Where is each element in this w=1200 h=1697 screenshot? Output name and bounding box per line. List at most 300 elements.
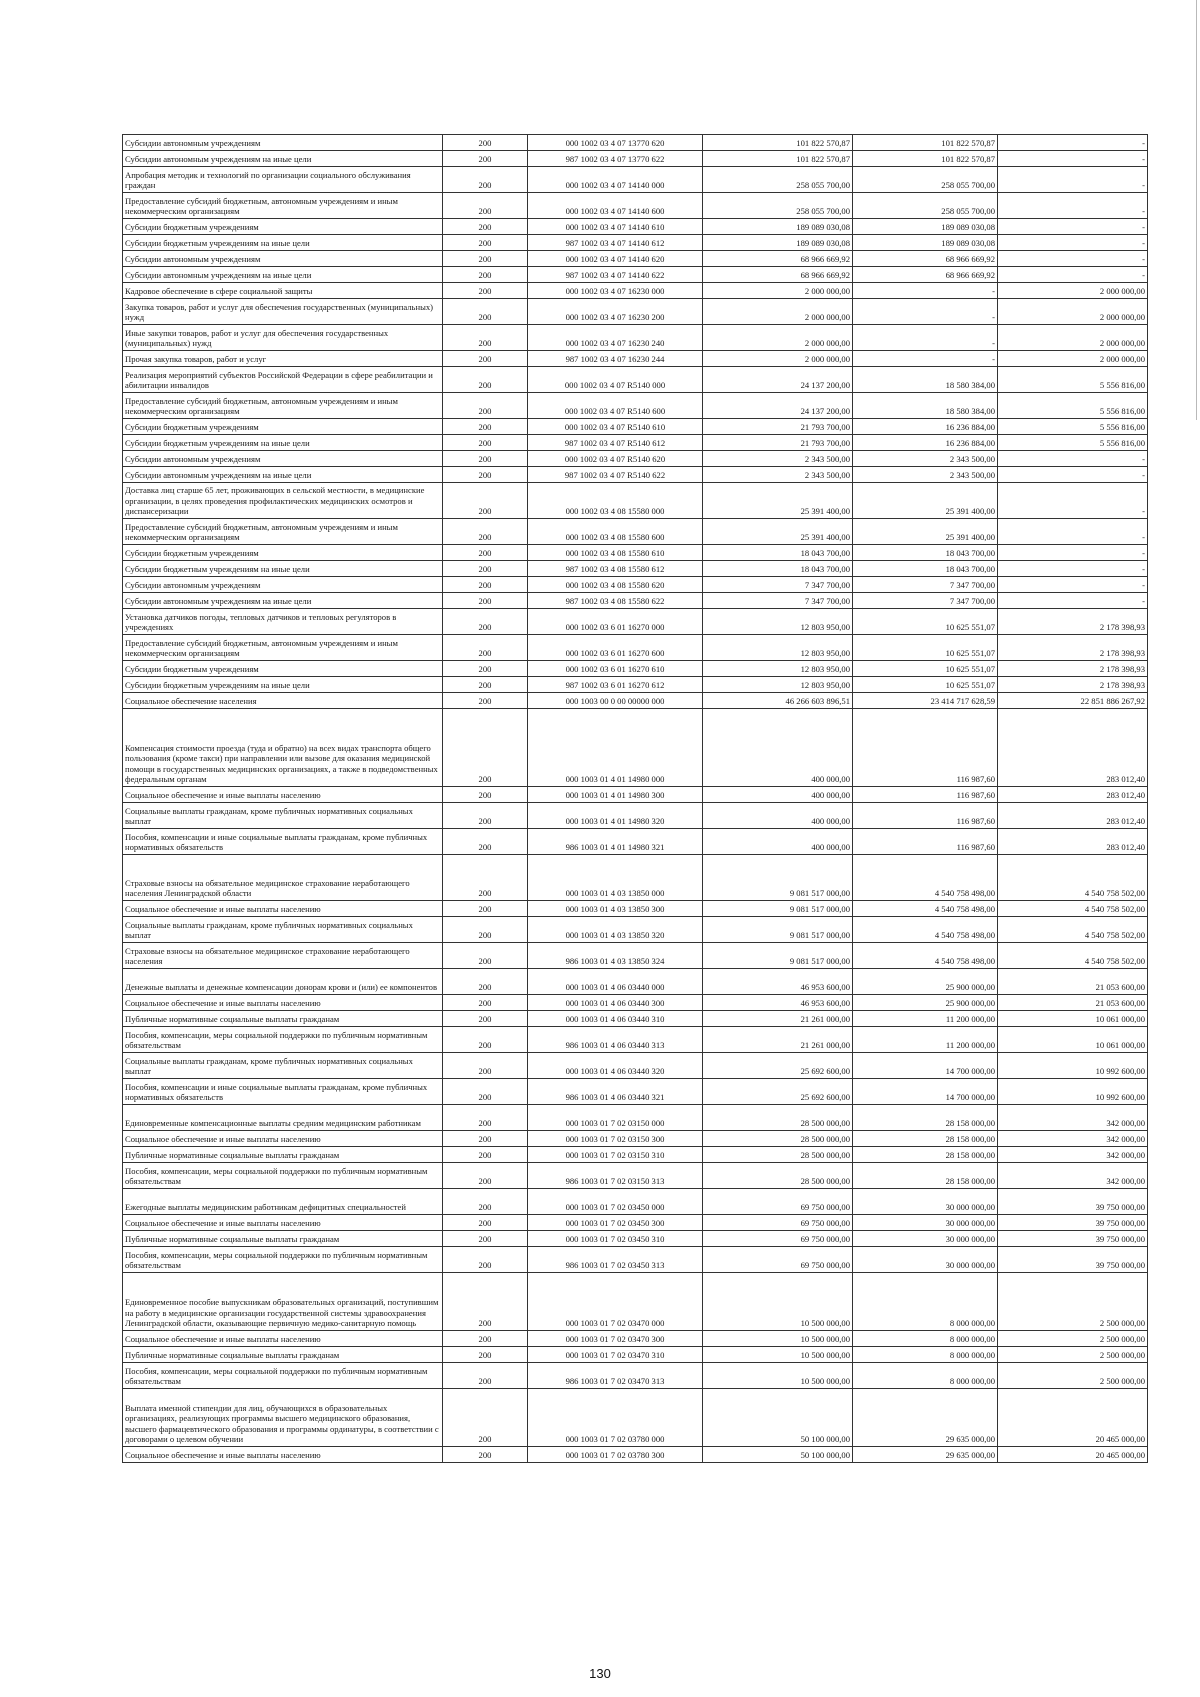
row-budget-code-cell: 000 1002 03 4 07 14140 600 [528,193,703,219]
table-row [123,545,1148,561]
row-executed-amount-cell: 8 000 000,00 [853,1347,998,1363]
row-line-code-cell: 200 [443,151,528,167]
row-line-code-cell: 200 [443,299,528,325]
row-approved-amount-cell: 101 822 570,87 [703,151,853,167]
row-budget-code-cell: 000 1003 01 7 02 03150 300 [528,1131,703,1147]
row-approved-amount-cell: 2 000 000,00 [703,299,853,325]
row-budget-code-cell: 000 1002 03 6 01 16270 610 [528,661,703,677]
row-budget-code-cell: 000 1002 03 4 07 14140 610 [528,219,703,235]
page-number: 130 [589,1666,611,1681]
row-approved-amount-cell: 9 081 517 000,00 [703,917,853,943]
row-executed-amount-cell: 30 000 000,00 [853,1231,998,1247]
row-line-code-cell: 200 [443,451,528,467]
row-line-code-cell: 200 [443,193,528,219]
row-name-cell: Публичные нормативные социальные выплаты гражданам [123,1347,443,1363]
row-executed-amount-cell: 29 635 000,00 [853,1447,998,1463]
table-row [123,635,1148,661]
table-row [123,519,1148,545]
row-approved-amount-cell: 25 692 600,00 [703,1079,853,1105]
row-line-code-cell: 200 [443,467,528,483]
row-budget-code-cell: 000 1002 03 4 07 R5140 600 [528,393,703,419]
table-row [123,1163,1148,1189]
table-row [123,351,1148,367]
table-row [123,1215,1148,1231]
table-row [123,267,1148,283]
row-executed-amount-cell: 16 236 884,00 [853,419,998,435]
table-row [123,1389,1148,1447]
table-row [123,467,1148,483]
row-approved-amount-cell: 28 500 000,00 [703,1163,853,1189]
row-budget-code-cell: 000 1003 01 4 06 03440 310 [528,1011,703,1027]
row-approved-amount-cell: 2 000 000,00 [703,325,853,351]
row-unexecuted-amount-cell: - [998,467,1148,483]
row-line-code-cell: 200 [443,1079,528,1105]
row-line-code-cell: 200 [443,283,528,299]
row-name-cell: Единовременное пособие выпускникам образовательных организаций, поступившим на работу в медицинские организации государственной системы здравоохранения Ленинградской области, оказывающие первичную медико-санитарную помощь [123,1273,443,1331]
row-executed-amount-cell: - [853,351,998,367]
row-unexecuted-amount-cell: 283 012,40 [998,803,1148,829]
row-unexecuted-amount-cell: 2 500 000,00 [998,1273,1148,1331]
row-unexecuted-amount-cell: 2 000 000,00 [998,299,1148,325]
row-line-code-cell: 200 [443,635,528,661]
row-line-code-cell: 200 [443,483,528,519]
row-approved-amount-cell: 2 000 000,00 [703,351,853,367]
row-executed-amount-cell: 10 625 551,07 [853,609,998,635]
row-name-cell: Пособия, компенсации, меры социальной поддержки по публичным нормативным обязательствам [123,1163,443,1189]
row-executed-amount-cell: 23 414 717 628,59 [853,693,998,709]
row-line-code-cell: 200 [443,1011,528,1027]
row-line-code-cell: 200 [443,661,528,677]
table-row [123,1105,1148,1131]
row-unexecuted-amount-cell: 342 000,00 [998,1131,1148,1147]
table-row [123,829,1148,855]
table-row [123,709,1148,787]
row-name-cell: Социальное обеспечение населения [123,693,443,709]
row-executed-amount-cell: 14 700 000,00 [853,1079,998,1105]
row-executed-amount-cell: 2 343 500,00 [853,467,998,483]
row-approved-amount-cell: 258 055 700,00 [703,193,853,219]
row-name-cell: Субсидии бюджетным учреждениям на иные цели [123,435,443,451]
row-name-cell: Субсидии автономным учреждениям на иные цели [123,151,443,167]
row-name-cell: Предоставление субсидий бюджетным, автономным учреждениям и иным некоммерческим организациям [123,635,443,661]
row-name-cell: Пособия, компенсации и иные социальные выплаты гражданам, кроме публичных нормативных обязательств [123,1079,443,1105]
row-name-cell: Доставка лиц старше 65 лет, проживающих в сельской местности, в медицинские организации, в целях проведения профилактических медицинских осмотров и диспансеризации [123,483,443,519]
row-line-code-cell: 200 [443,1347,528,1363]
row-executed-amount-cell: 30 000 000,00 [853,1247,998,1273]
row-name-cell: Субсидии автономным учреждениям [123,451,443,467]
row-unexecuted-amount-cell: 4 540 758 502,00 [998,917,1148,943]
row-name-cell: Пособия, компенсации, меры социальной поддержки по публичным нормативным обязательствам [123,1363,443,1389]
row-budget-code-cell: 986 1003 01 4 01 14980 321 [528,829,703,855]
row-line-code-cell: 200 [443,251,528,267]
row-approved-amount-cell: 18 043 700,00 [703,561,853,577]
row-line-code-cell: 200 [443,803,528,829]
row-unexecuted-amount-cell: 342 000,00 [998,1147,1148,1163]
row-executed-amount-cell: 101 822 570,87 [853,135,998,151]
row-executed-amount-cell: 25 900 000,00 [853,969,998,995]
row-unexecuted-amount-cell: 5 556 816,00 [998,367,1148,393]
row-unexecuted-amount-cell: 5 556 816,00 [998,419,1148,435]
row-executed-amount-cell: 116 987,60 [853,787,998,803]
row-unexecuted-amount-cell: - [998,519,1148,545]
row-line-code-cell: 200 [443,1027,528,1053]
row-name-cell: Предоставление субсидий бюджетным, автономным учреждениям и иным некоммерческим организациям [123,393,443,419]
row-name-cell: Социальное обеспечение и иные выплаты населению [123,1215,443,1231]
table-row [123,787,1148,803]
row-budget-code-cell: 987 1002 03 4 07 13770 622 [528,151,703,167]
table-row [123,943,1148,969]
row-line-code-cell: 200 [443,1105,528,1131]
table-row [123,577,1148,593]
table-row [123,1273,1148,1331]
row-line-code-cell: 200 [443,1147,528,1163]
row-executed-amount-cell: 4 540 758 498,00 [853,855,998,901]
scan-edge-mark [1196,0,1197,420]
row-line-code-cell: 200 [443,219,528,235]
row-budget-code-cell: 986 1003 01 7 02 03150 313 [528,1163,703,1189]
row-line-code-cell: 200 [443,1163,528,1189]
row-executed-amount-cell: 2 343 500,00 [853,451,998,467]
row-name-cell: Субсидии автономным учреждениям на иные цели [123,593,443,609]
row-executed-amount-cell: 25 391 400,00 [853,519,998,545]
row-budget-code-cell: 000 1003 01 7 02 03450 300 [528,1215,703,1231]
row-budget-code-cell: 000 1003 01 7 02 03470 300 [528,1331,703,1347]
row-unexecuted-amount-cell: - [998,593,1148,609]
row-executed-amount-cell: 116 987,60 [853,829,998,855]
row-line-code-cell: 200 [443,135,528,151]
table-row [123,1131,1148,1147]
row-line-code-cell: 200 [443,1247,528,1273]
row-approved-amount-cell: 7 347 700,00 [703,593,853,609]
row-unexecuted-amount-cell: 2 000 000,00 [998,351,1148,367]
row-name-cell: Реализация мероприятий субъектов Российской Федерации в сфере реабилитации и абилитации инвалидов [123,367,443,393]
row-line-code-cell: 200 [443,561,528,577]
row-unexecuted-amount-cell: 2 178 398,93 [998,609,1148,635]
table-row [123,135,1148,151]
table-row [123,1447,1148,1463]
row-budget-code-cell: 000 1002 03 4 07 R5140 000 [528,367,703,393]
row-line-code-cell: 200 [443,593,528,609]
row-line-code-cell: 200 [443,325,528,351]
table-row [123,151,1148,167]
row-approved-amount-cell: 7 347 700,00 [703,577,853,593]
row-budget-code-cell: 987 1002 03 4 08 15580 622 [528,593,703,609]
row-executed-amount-cell: 10 625 551,07 [853,661,998,677]
row-name-cell: Иные закупки товаров, работ и услуг для обеспечения государственных (муниципальных) нужд [123,325,443,351]
row-budget-code-cell: 986 1003 01 4 06 03440 321 [528,1079,703,1105]
row-budget-code-cell: 986 1003 01 4 06 03440 313 [528,1027,703,1053]
row-executed-amount-cell: 10 625 551,07 [853,635,998,661]
row-unexecuted-amount-cell: 342 000,00 [998,1163,1148,1189]
budget-execution-table [122,134,1148,1463]
table-row [123,803,1148,829]
row-line-code-cell: 200 [443,167,528,193]
row-executed-amount-cell: 8 000 000,00 [853,1363,998,1389]
row-budget-code-cell: 000 1002 03 4 07 14140 000 [528,167,703,193]
row-budget-code-cell: 000 1003 01 7 02 03450 000 [528,1189,703,1215]
table-row [123,1053,1148,1079]
row-unexecuted-amount-cell: - [998,151,1148,167]
row-executed-amount-cell: - [853,325,998,351]
row-line-code-cell: 200 [443,267,528,283]
table-row [123,901,1148,917]
row-unexecuted-amount-cell: 5 556 816,00 [998,393,1148,419]
row-name-cell: Социальные выплаты гражданам, кроме публичных нормативных социальных выплат [123,917,443,943]
row-budget-code-cell: 000 1003 01 7 02 03470 310 [528,1347,703,1363]
row-unexecuted-amount-cell: 39 750 000,00 [998,1215,1148,1231]
row-name-cell: Страховые взносы на обязательное медицинское страхование неработающего населения [123,943,443,969]
row-name-cell: Социальное обеспечение и иные выплаты населению [123,1331,443,1347]
row-line-code-cell: 200 [443,1273,528,1331]
row-approved-amount-cell: 69 750 000,00 [703,1247,853,1273]
row-budget-code-cell: 000 1003 01 4 06 03440 320 [528,1053,703,1079]
table-row [123,283,1148,299]
row-name-cell: Социальные выплаты гражданам, кроме публичных нормативных социальных выплат [123,1053,443,1079]
table-row [123,661,1148,677]
row-line-code-cell: 200 [443,855,528,901]
row-budget-code-cell: 000 1002 03 4 07 16230 000 [528,283,703,299]
row-budget-code-cell: 986 1003 01 7 02 03450 313 [528,1247,703,1273]
row-approved-amount-cell: 189 089 030,08 [703,235,853,251]
row-unexecuted-amount-cell: 283 012,40 [998,709,1148,787]
row-executed-amount-cell: 116 987,60 [853,709,998,787]
row-line-code-cell: 200 [443,917,528,943]
row-unexecuted-amount-cell: 10 061 000,00 [998,1027,1148,1053]
row-approved-amount-cell: 12 803 950,00 [703,661,853,677]
row-name-cell: Единовременные компенсационные выплаты средним медицинским работникам [123,1105,443,1131]
row-name-cell: Прочая закупка товаров, работ и услуг [123,351,443,367]
row-budget-code-cell: 000 1002 03 4 07 16230 200 [528,299,703,325]
row-name-cell: Субсидии бюджетным учреждениям на иные цели [123,677,443,693]
table-row [123,193,1148,219]
row-executed-amount-cell: 25 900 000,00 [853,995,998,1011]
row-budget-code-cell: 000 1003 01 4 01 14980 000 [528,709,703,787]
row-executed-amount-cell: 30 000 000,00 [853,1189,998,1215]
row-executed-amount-cell: 101 822 570,87 [853,151,998,167]
row-line-code-cell: 200 [443,1447,528,1463]
table-row [123,995,1148,1011]
row-unexecuted-amount-cell: 39 750 000,00 [998,1247,1148,1273]
row-name-cell: Социальное обеспечение и иные выплаты населению [123,995,443,1011]
row-approved-amount-cell: 10 500 000,00 [703,1363,853,1389]
row-budget-code-cell: 000 1003 01 7 02 03470 000 [528,1273,703,1331]
row-unexecuted-amount-cell: 2 000 000,00 [998,283,1148,299]
row-approved-amount-cell: 400 000,00 [703,709,853,787]
row-executed-amount-cell: 30 000 000,00 [853,1215,998,1231]
row-unexecuted-amount-cell: 4 540 758 502,00 [998,901,1148,917]
row-line-code-cell: 200 [443,901,528,917]
table-row [123,855,1148,901]
row-name-cell: Социальное обеспечение и иные выплаты населению [123,901,443,917]
table-row [123,393,1148,419]
row-unexecuted-amount-cell: - [998,167,1148,193]
row-line-code-cell: 200 [443,519,528,545]
row-name-cell: Закупка товаров, работ и услуг для обеспечения государственных (муниципальных) нужд [123,299,443,325]
row-name-cell: Субсидии бюджетным учреждениям на иные цели [123,561,443,577]
row-approved-amount-cell: 21 793 700,00 [703,435,853,451]
row-line-code-cell: 200 [443,677,528,693]
table-row [123,917,1148,943]
row-executed-amount-cell: 8 000 000,00 [853,1273,998,1331]
row-line-code-cell: 200 [443,393,528,419]
row-unexecuted-amount-cell: 21 053 600,00 [998,969,1148,995]
table-row [123,325,1148,351]
row-executed-amount-cell: 11 200 000,00 [853,1011,998,1027]
row-executed-amount-cell: - [853,299,998,325]
row-name-cell: Выплата именной стипендии для лиц, обучающихся в образовательных организациях, реализующих программы высшего медицинского образования, высшего фармацевтического образования и программы ординатуры, в соответствии с договорами о целевом обучении [123,1389,443,1447]
row-executed-amount-cell: 68 966 669,92 [853,251,998,267]
row-approved-amount-cell: 9 081 517 000,00 [703,943,853,969]
table-row [123,235,1148,251]
row-unexecuted-amount-cell: - [998,267,1148,283]
row-unexecuted-amount-cell: 2 178 398,93 [998,635,1148,661]
row-unexecuted-amount-cell: 2 000 000,00 [998,325,1148,351]
table-row [123,1147,1148,1163]
table-row [123,693,1148,709]
row-approved-amount-cell: 46 953 600,00 [703,969,853,995]
row-name-cell: Субсидии автономным учреждениям [123,135,443,151]
row-executed-amount-cell: 18 580 384,00 [853,367,998,393]
row-unexecuted-amount-cell: 39 750 000,00 [998,1189,1148,1215]
row-approved-amount-cell: 9 081 517 000,00 [703,901,853,917]
row-approved-amount-cell: 24 137 200,00 [703,367,853,393]
row-name-cell: Субсидии автономным учреждениям [123,577,443,593]
row-executed-amount-cell: 28 158 000,00 [853,1105,998,1131]
row-line-code-cell: 200 [443,235,528,251]
row-name-cell: Субсидии бюджетным учреждениям [123,419,443,435]
row-line-code-cell: 200 [443,545,528,561]
row-approved-amount-cell: 10 500 000,00 [703,1331,853,1347]
row-budget-code-cell: 987 1002 03 4 07 14140 612 [528,235,703,251]
row-name-cell: Субсидии бюджетным учреждениям [123,661,443,677]
row-approved-amount-cell: 101 822 570,87 [703,135,853,151]
row-unexecuted-amount-cell: - [998,545,1148,561]
row-approved-amount-cell: 25 391 400,00 [703,483,853,519]
row-approved-amount-cell: 69 750 000,00 [703,1231,853,1247]
row-unexecuted-amount-cell: - [998,235,1148,251]
row-budget-code-cell: 000 1003 01 4 06 03440 000 [528,969,703,995]
row-executed-amount-cell: 258 055 700,00 [853,167,998,193]
table-row [123,609,1148,635]
row-executed-amount-cell: 4 540 758 498,00 [853,917,998,943]
table-row [123,677,1148,693]
table-row [123,1189,1148,1215]
row-name-cell: Социальное обеспечение и иные выплаты населению [123,1131,443,1147]
row-name-cell: Субсидии автономным учреждениям на иные цели [123,267,443,283]
row-line-code-cell: 200 [443,1131,528,1147]
row-unexecuted-amount-cell: - [998,483,1148,519]
table-row [123,367,1148,393]
row-name-cell: Предоставление субсидий бюджетным, автономным учреждениям и иным некоммерческим организациям [123,193,443,219]
row-unexecuted-amount-cell: 39 750 000,00 [998,1231,1148,1247]
row-approved-amount-cell: 400 000,00 [703,829,853,855]
table-row [123,1027,1148,1053]
row-approved-amount-cell: 68 966 669,92 [703,251,853,267]
row-unexecuted-amount-cell: - [998,193,1148,219]
row-line-code-cell: 200 [443,995,528,1011]
row-approved-amount-cell: 28 500 000,00 [703,1105,853,1131]
table-row [123,419,1148,435]
table-row [123,435,1148,451]
row-budget-code-cell: 000 1002 03 6 01 16270 600 [528,635,703,661]
row-budget-code-cell: 987 1002 03 4 08 15580 612 [528,561,703,577]
row-budget-code-cell: 000 1002 03 4 08 15580 620 [528,577,703,593]
row-approved-amount-cell: 18 043 700,00 [703,545,853,561]
row-budget-code-cell: 000 1002 03 4 07 16230 240 [528,325,703,351]
row-unexecuted-amount-cell: - [998,577,1148,593]
row-unexecuted-amount-cell: 283 012,40 [998,829,1148,855]
table-row [123,299,1148,325]
row-budget-code-cell: 000 1003 01 7 02 03150 310 [528,1147,703,1163]
row-unexecuted-amount-cell: 5 556 816,00 [998,435,1148,451]
row-approved-amount-cell: 400 000,00 [703,787,853,803]
row-budget-code-cell: 000 1003 01 7 02 03780 000 [528,1389,703,1447]
row-approved-amount-cell: 28 500 000,00 [703,1147,853,1163]
row-line-code-cell: 200 [443,1215,528,1231]
row-approved-amount-cell: 25 692 600,00 [703,1053,853,1079]
row-name-cell: Кадровое обеспечение в сфере социальной защиты [123,283,443,299]
row-budget-code-cell: 987 1002 03 6 01 16270 612 [528,677,703,693]
row-unexecuted-amount-cell: 4 540 758 502,00 [998,943,1148,969]
row-name-cell: Публичные нормативные социальные выплаты гражданам [123,1231,443,1247]
row-unexecuted-amount-cell: - [998,135,1148,151]
row-approved-amount-cell: 69 750 000,00 [703,1215,853,1231]
table-row [123,483,1148,519]
row-line-code-cell: 200 [443,829,528,855]
row-approved-amount-cell: 50 100 000,00 [703,1389,853,1447]
row-budget-code-cell: 000 1002 03 4 07 R5140 620 [528,451,703,467]
row-unexecuted-amount-cell: 4 540 758 502,00 [998,855,1148,901]
row-approved-amount-cell: 46 266 603 896,51 [703,693,853,709]
row-executed-amount-cell: - [853,283,998,299]
row-unexecuted-amount-cell: 22 851 886 267,92 [998,693,1148,709]
row-line-code-cell: 200 [443,787,528,803]
row-unexecuted-amount-cell: 283 012,40 [998,787,1148,803]
row-budget-code-cell: 986 1003 01 7 02 03470 313 [528,1363,703,1389]
row-budget-code-cell: 000 1002 03 4 08 15580 610 [528,545,703,561]
row-budget-code-cell: 000 1002 03 6 01 16270 000 [528,609,703,635]
row-line-code-cell: 200 [443,943,528,969]
row-unexecuted-amount-cell: 2 500 000,00 [998,1363,1148,1389]
row-budget-code-cell: 000 1002 03 4 07 R5140 610 [528,419,703,435]
row-approved-amount-cell: 25 391 400,00 [703,519,853,545]
row-executed-amount-cell: 25 391 400,00 [853,483,998,519]
table-row [123,1079,1148,1105]
row-line-code-cell: 200 [443,367,528,393]
row-executed-amount-cell: 258 055 700,00 [853,193,998,219]
row-executed-amount-cell: 189 089 030,08 [853,219,998,235]
row-executed-amount-cell: 16 236 884,00 [853,435,998,451]
row-approved-amount-cell: 21 793 700,00 [703,419,853,435]
row-budget-code-cell: 000 1003 01 4 03 13850 000 [528,855,703,901]
row-budget-code-cell: 000 1002 03 4 07 14140 620 [528,251,703,267]
row-name-cell: Публичные нормативные социальные выплаты гражданам [123,1011,443,1027]
row-executed-amount-cell: 189 089 030,08 [853,235,998,251]
row-approved-amount-cell: 50 100 000,00 [703,1447,853,1463]
row-name-cell: Предоставление субсидий бюджетным, автономным учреждениям и иным некоммерческим организациям [123,519,443,545]
row-name-cell: Страховые взносы на обязательное медицинское страхование неработающего населения Ленинградской области [123,855,443,901]
row-executed-amount-cell: 4 540 758 498,00 [853,943,998,969]
row-unexecuted-amount-cell: 2 500 000,00 [998,1347,1148,1363]
row-name-cell: Денежные выплаты и денежные компенсации донорам крови и (или) ее компонентов [123,969,443,995]
table-row [123,451,1148,467]
row-budget-code-cell: 987 1002 03 4 07 R5140 622 [528,467,703,483]
row-name-cell: Ежегодные выплаты медицинским работникам дефицитных специальностей [123,1189,443,1215]
row-name-cell: Социальное обеспечение и иные выплаты населению [123,787,443,803]
row-unexecuted-amount-cell: 2 500 000,00 [998,1331,1148,1347]
row-unexecuted-amount-cell: - [998,451,1148,467]
row-line-code-cell: 200 [443,1189,528,1215]
